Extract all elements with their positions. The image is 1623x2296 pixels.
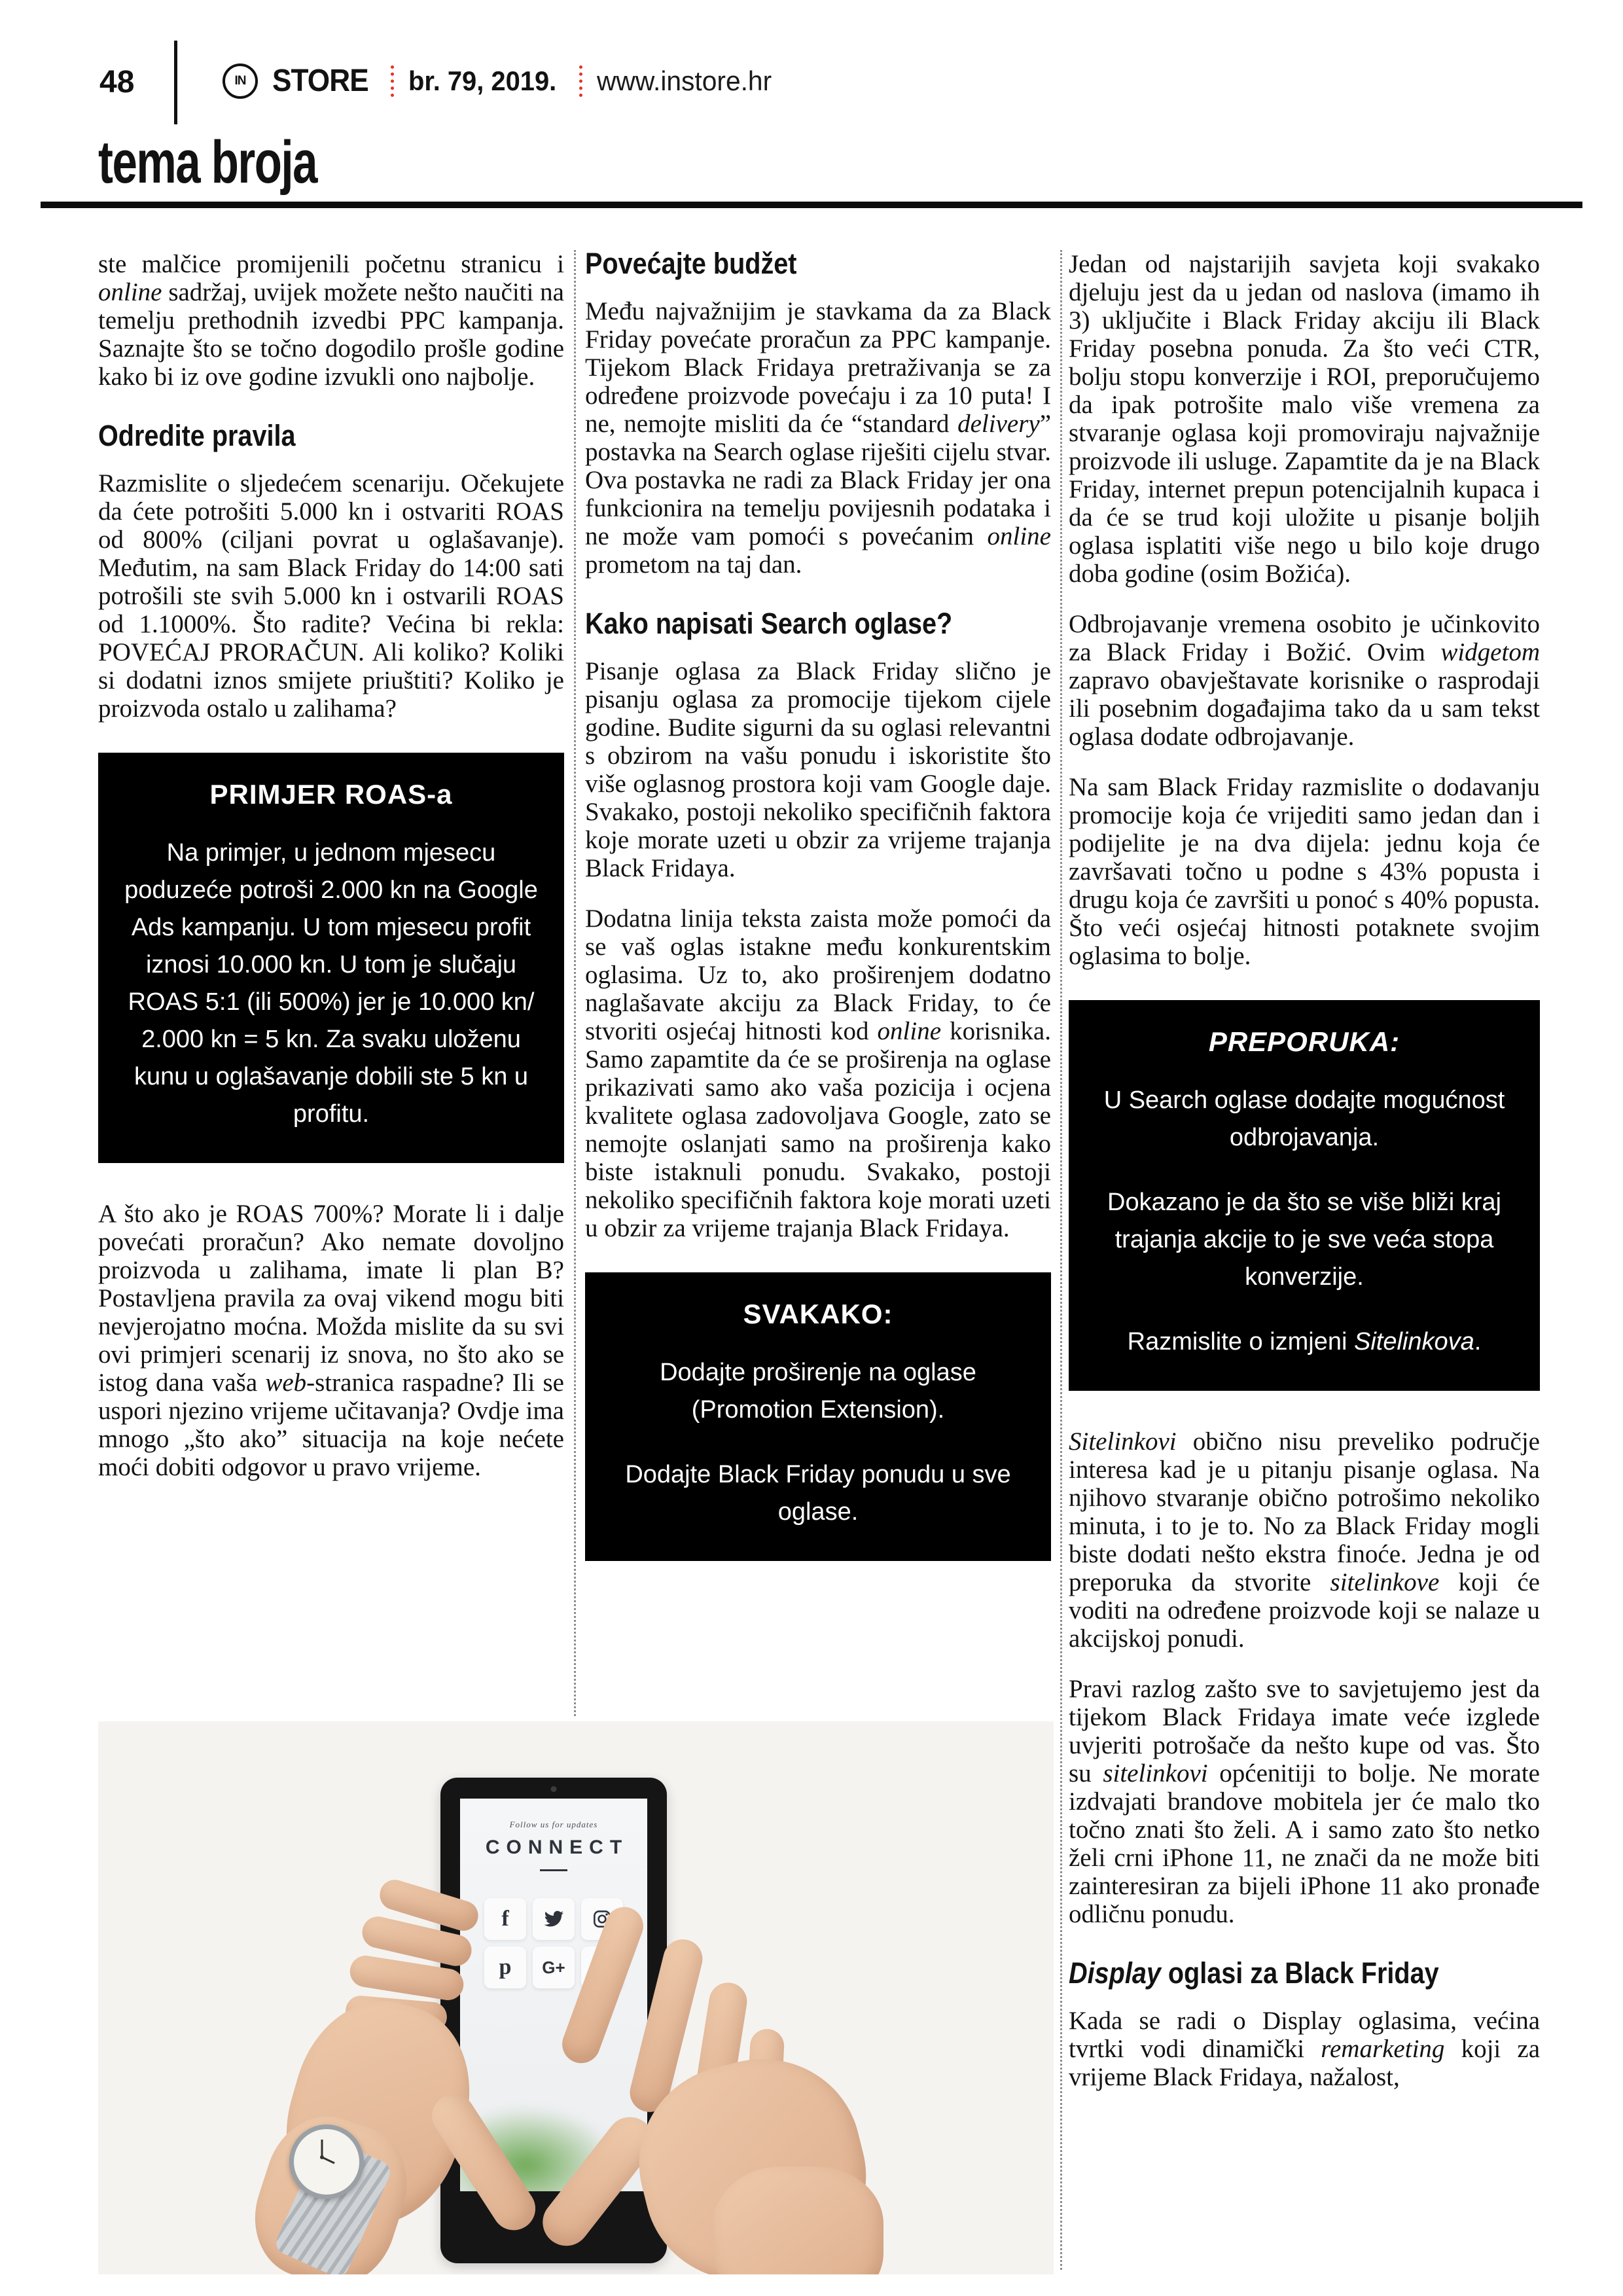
paragraph: Pisanje oglasa za Black Friday slično je pisanju oglasa za promocije tijekom cijele godine. Budite sigurni da su oglasi relevantni s obzirom na vašu ponudu i iskoristite što više oglasnog prostora koji vam Google daje. Svakako, postoji nekoliko specifičnih faktora koje morate uzeti u obzir za vrijeme trajanja Black Fridaya.: [585, 657, 1051, 882]
callout-text: Dodajte proširenje na oglase (Promotion Extension).: [660, 1359, 976, 1424]
column-separator: [574, 250, 576, 1716]
tablet-device: [440, 1778, 667, 2263]
column-3: [1069, 250, 1540, 2113]
logo-text: STORE: [272, 63, 368, 98]
title-rule: [41, 202, 1582, 208]
pinterest-icon: p: [484, 1946, 526, 1988]
callout-box-svakako: [585, 1272, 1051, 1561]
paragraph: Dodatna linija teksta zaista može pomoći da se vaš oglas istakne među konkurentskim oglasima. Uz to, ako proširenjem dodatno naglašavate akciju za Black Friday, to će stvoriti osjećaj hitnosti kod online korisnika. Samo zapamtite da će se proširenja na oglase prikazivati samo ako vaša pozicija i ocjena kvalitete oglasa zadovoljava Google, zato se nemojte oslanjati samo na proširenja kako biste istaknuli ponudu. Svakako, postoji nekoliko specifičnih faktora koje morati uzeti u obzir za vrijeme trajanja Black Fridaya.: [585, 905, 1051, 1242]
screen-underline: [540, 1869, 567, 1871]
callout-box-primjer-roas: [98, 753, 564, 1163]
header-red-separator: [579, 65, 582, 97]
header: [223, 63, 777, 99]
issue-number: br. 79, 2019.: [408, 65, 557, 96]
callout-title: PREPORUKA:: [1208, 1026, 1400, 1057]
callout-text: Razmislite o izmjeni Sitelinkova.: [1127, 1328, 1482, 1355]
paragraph: Sitelinkovi obično nisu preveliko područje interesa kad je u pitanju pisanje oglasa. Na njihovo stvaranje obično potrošimo nekoliko minuta, i to je to. No za Black Friday mogli biste dodati nešto ekstra finoće. Jedna je od preporuka da stvorite sitelinkove koji će voditi na određene proizvode koji se nalaze u akcijskoj ponudi.: [1069, 1427, 1540, 1653]
callout-text: Dokazano je da što se više bliži kraj trajanja akcije to je sve veća stopa konverzije.: [1107, 1189, 1501, 1291]
instore-logo-icon: IN: [223, 63, 258, 99]
paragraph: Pravi razlog zašto sve to savjetujemo jest da tijekom Black Fridaya imate veće izglede uvjeriti potrošače da nešto kupe od vas. Što su sitelinkovi općenitiji to bolje. Ne morate izdvajati brandove mobitela jer će malo tko točno znati što želi. A i samo zato što netko želi crni iPhone 11, ne znači da ne može biti zainteresiran za bijeli iPhone 11 ako pronađe odličnu ponudu.: [1069, 1675, 1540, 1928]
facebook-icon: f: [484, 1898, 526, 1940]
callout-title: PRIMJER ROAS-a: [209, 779, 453, 810]
column-1: [98, 250, 564, 1503]
column-separator: [1060, 250, 1062, 2270]
column-2: [585, 247, 1051, 1598]
callout-title: SVAKAKO:: [743, 1299, 893, 1329]
tablet-camera-icon: [551, 1786, 557, 1792]
paragraph: ste malčice promijenili početnu stranicu i online sadržaj, uvijek možete nešto naučiti na temelju prethodnih izvedbi PPC kampanja. Saznajte što se točno dogodilo prošle godine kako bi iz ove godine izvukli ono najbolje.: [98, 250, 564, 391]
subheading: Odredite pravila: [98, 419, 296, 452]
paragraph: Razmislite o sljedećem scenariju. Očekujete da ćete potrošiti 5.000 kn i ostvariti ROAS od 800% (ciljani povrat u oglašavanje). Međutim, na sam Black Friday do 14:00 sati potrošili ste svih 5.000 kn i ostvarili ROAS od 1.1000%. Što radite? Većina bi rekla: POVEĆAJ PRORAČUN. Ali koliko? Koliki si dodatni iznos smijete priuštiti? Koliko je proizvoda ostalo u zalihama?: [98, 469, 564, 723]
subheading: Display oglasi za Black Friday: [1069, 1956, 1439, 1990]
header-divider: [174, 41, 177, 124]
paragraph: A što ako je ROAS 700%? Morate li i dalje povećati proračun? Ako nemate dovoljno proizvoda u zalihama, imate li plan B? Postavljena pravila za ovaj vikend mogu biti nevjerojatno moćna. Možda mislite da su svi ovi primjeri scenarij iz snova, no što ako se istog dana vaša web-stranica raspadne? Ili se uspori njezino vrijeme učitavanja? Ovdje ima mnogo „što ako” situacija na koje nećete moći dobiti odgovor u pravo vrijeme.: [98, 1200, 564, 1481]
website-url: www.instore.hr: [596, 65, 772, 96]
right-wrist: [713, 2166, 883, 2274]
callout-text: Na primjer, u jednom mjesecu poduzeće potroši 2.000 kn na Google Ads kampanju. U tom mjesecu profit iznosi 10.000 kn. U tom je slučaju ROAS 5:1 (ili 500%) jer je 10.000 kn/ 2.000 kn = 5 kn. Za svaku uloženu kunu u oglašavanje dobili ste 5 kn u profitu.: [124, 839, 538, 1128]
wristwatch: [289, 2125, 364, 2199]
header-red-separator: [391, 65, 394, 97]
paragraph: Kada se radi o Display oglasima, većina tvrtki vodi dinamički remarketing koji za vrijeme Black Fridaya, nažalost,: [1069, 2007, 1541, 2091]
callout-text: Dodajte Black Friday ponudu u sve oglase.: [625, 1461, 1011, 1526]
subheading: Povećajte budžet: [585, 247, 797, 280]
twitter-icon: [533, 1898, 575, 1940]
callout-text: U Search oglase dodajte mogućnost odbrojavanja.: [1103, 1086, 1505, 1151]
screen-tagline: Follow us for updates: [509, 1820, 598, 1829]
paragraph: Među najvažnijim je stavkama da za Black Friday povećate proračun za PPC kampanje. Tijekom Black Fridaya pretraživanja se za određene proizvode povećaju i za 10 puta! I ne, nemojte misliti da će “standard delivery” postavka na Search oglase riješiti cijelu stvar. Ova postavka ne radi za Black Friday jer ona funkcionira na temelju povijesnih podataka i ne može vam pomoći s povećanim online prometom na taj dan.: [585, 297, 1051, 579]
callout-box-preporuka: [1069, 1000, 1540, 1391]
google-plus-icon: G+: [533, 1946, 575, 1988]
page-number: 48: [99, 65, 135, 99]
paragraph: Na sam Black Friday razmislite o dodavanju promocije koja će vrijediti samo jedan dan i podijelite je na dva dijela: jednu koja će završavati točno u podne s 43% popusta i drugu koja će završiti u ponoć s 40% popusta. Što veći osjećaj hitnosti potaknete svojim oglasima to bolje.: [1069, 773, 1540, 970]
subheading: Kako napisati Search oglase?: [585, 607, 953, 640]
section-title: tema broja: [98, 129, 317, 196]
screen-title: CONNECT: [485, 1837, 629, 1858]
paragraph: Jedan od najstarijih savjeta koji svakako djeluju jest da u jedan od naslova (imamo ih 3) uključite i Black Friday akciju ili Black Friday posebna ponuda. Za što veći CTR, bolju stopu konverzije i ROI, preporučujemo da ipak potrošite malo više vremena za stvaranje oglasa koji promoviraju najvažnije proizvode ili usluge. Zapamtite da je na Black Friday, internet prepun potencijalnih kupaca i da će se trud koji uložite u pisanje boljih oglasa isplatiti više nego u bilo koje drugo doba godine (osim Božića).: [1069, 250, 1540, 588]
paragraph: Odbrojavanje vremena osobito je učinkovito za Black Friday i Božić. Ovim widgetom zapravo obavještavate korisnike o rasprodaji ili posebnim događajima tako da u sam tekst oglasa dodate odbrojavanje.: [1069, 610, 1540, 751]
article-photo-tablet-hands: [98, 1721, 1054, 2274]
